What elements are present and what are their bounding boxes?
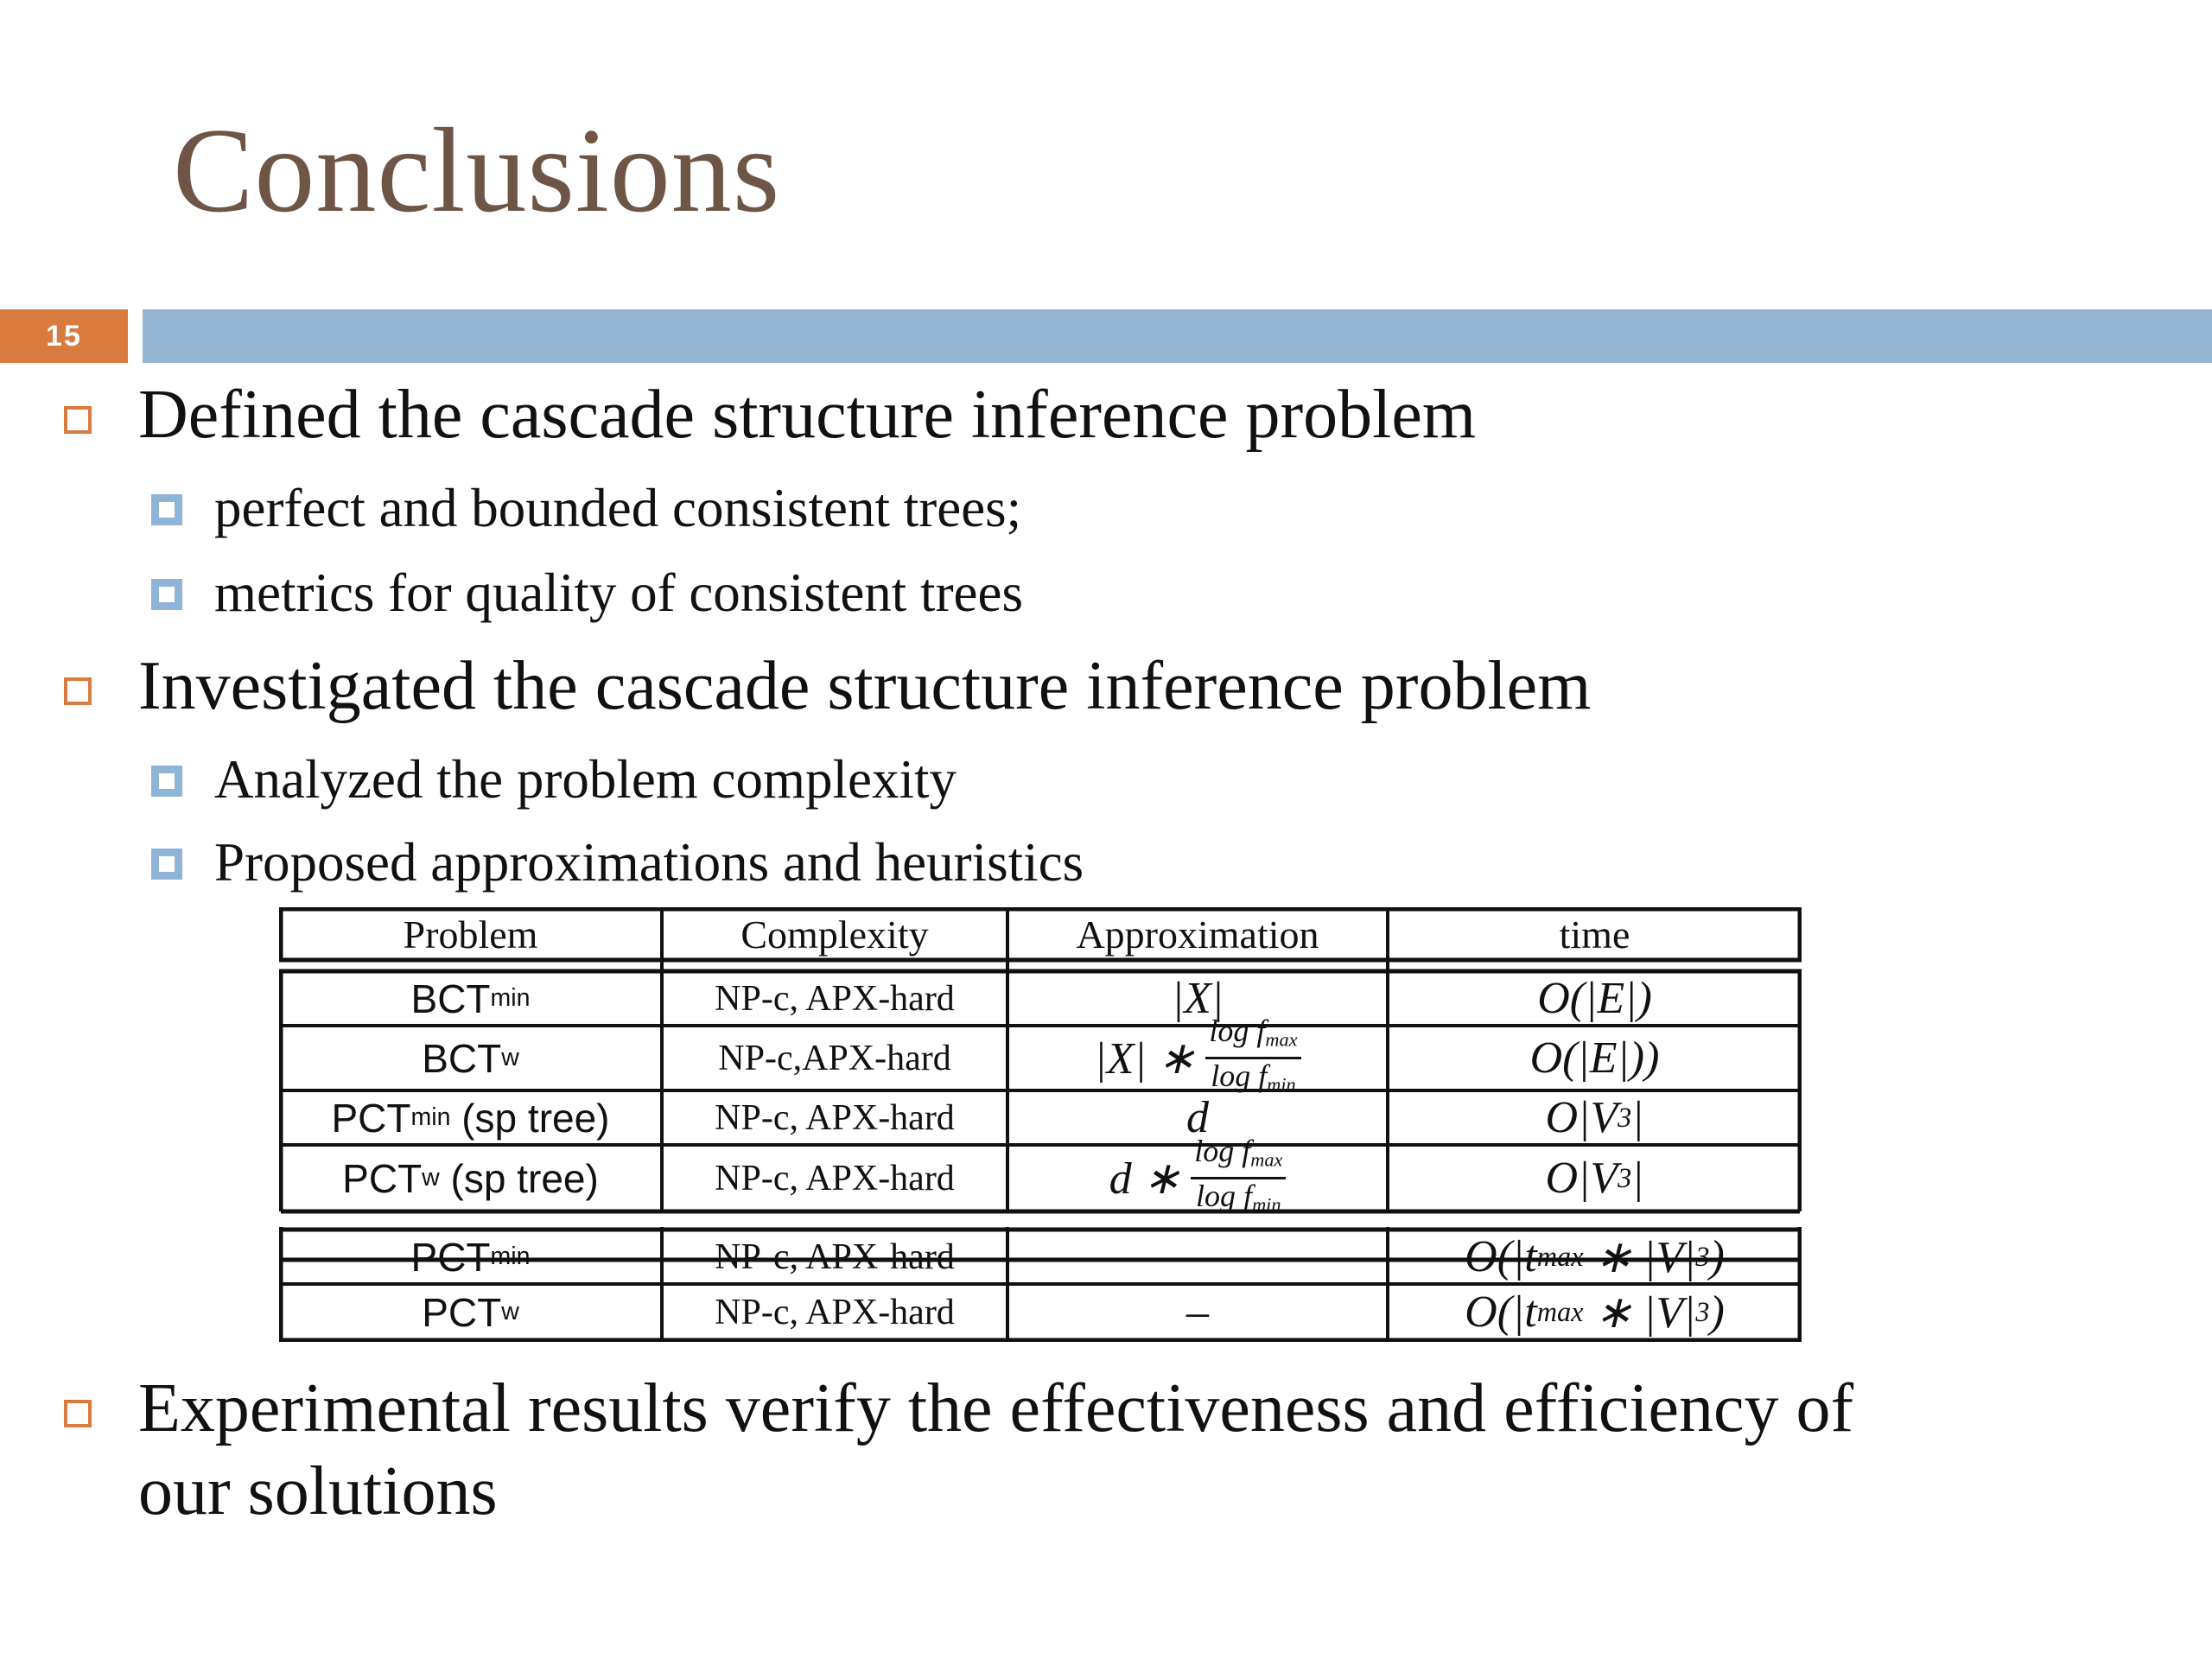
bullet-square-icon xyxy=(64,406,92,434)
fraction: $\frac{\log f_{max}}{\log f_{min}}$ xyxy=(1191,1135,1286,1221)
table-cell-complexity: NP-c, APX-hard xyxy=(715,1097,955,1138)
bullet-experimental xyxy=(138,1367,1853,1450)
table-cell-complexity: NP-c,APX-hard xyxy=(718,1038,951,1078)
sub-bullet xyxy=(214,475,1021,541)
table-header: Approximation xyxy=(1076,912,1319,957)
table-cell-approx: – xyxy=(1186,1287,1209,1337)
bullet-text: Experimental results verify the effectiveness and efficiency of xyxy=(138,1370,1854,1446)
table-cell-approx: – xyxy=(1186,1232,1209,1281)
table-cell-problem: BCT w xyxy=(422,1035,519,1081)
table-cell-complexity: NP-c, APX-hard xyxy=(715,1158,955,1198)
bullet-text: Defined the cascade structure inference problem xyxy=(138,377,1477,453)
table-cell-complexity: NP-c, APX-hard xyxy=(715,1292,955,1332)
table-cell-time: O|V 3 | xyxy=(1545,1154,1644,1203)
header-bar xyxy=(143,309,2212,363)
table-cell-problem: BCT min xyxy=(410,976,531,1021)
sub-bullet-square-icon xyxy=(151,766,182,797)
table-cell-approx: |X| xyxy=(1171,974,1224,1023)
sub-bullet-text: Proposed approximations and heuristics xyxy=(214,832,1084,893)
fraction: $\frac{\log f_{max}}{\log f_{min}}$ xyxy=(1205,1014,1300,1101)
table-cell-time: O(|E|)) xyxy=(1529,1033,1660,1083)
table-cell-problem: PCT min (sp tree) xyxy=(331,1095,610,1141)
table-cell-complexity: NP-c, APX-hard xyxy=(715,978,955,1019)
table-cell-problem: PCT w xyxy=(422,1289,519,1335)
sub-bullet-square-icon xyxy=(151,494,182,525)
slide-title: Conclusions xyxy=(173,104,781,238)
table-cell-approx: d xyxy=(1186,1093,1209,1142)
bullet-investigated xyxy=(138,645,1591,728)
sub-bullet-text: perfect and bounded consistent trees; xyxy=(214,478,1022,538)
bullet-experimental-continued xyxy=(138,1450,498,1533)
bullet-square-icon xyxy=(64,1400,92,1427)
table-header: Complexity xyxy=(741,912,929,957)
table-cell-time: O(|t max ∗ |V| 3 ) xyxy=(1465,1287,1725,1338)
table-cell-time: O(|t max ∗ |V| 3 ) xyxy=(1465,1232,1725,1282)
table-cell-time: O|V 3 | xyxy=(1545,1093,1644,1142)
bullet-text: Investigated the cascade structure inference problem xyxy=(138,648,1592,724)
table-cell-problem: PCT min xyxy=(410,1234,531,1280)
table-header: time xyxy=(1559,912,1630,957)
slide-number-badge: 15 xyxy=(0,309,128,363)
table-cell-approx: d ∗ $\frac{\log f_{max}}{\log f_{min}}$ xyxy=(1007,1145,1388,1211)
table-cell-complexity: NP-c, APX-hard xyxy=(715,1236,955,1277)
bullet-text: our solutions xyxy=(138,1453,498,1529)
table-header: Problem xyxy=(403,912,538,957)
table-cell-problem: PCT w (sp tree) xyxy=(342,1155,599,1201)
table-cell-time: O(|E|) xyxy=(1537,974,1652,1023)
sub-bullet xyxy=(214,560,1023,626)
bullet-square-icon xyxy=(64,677,92,705)
sub-bullet-text: Analyzed the problem complexity xyxy=(214,749,957,810)
table-cell-approx: |X| ∗ $\frac{\log f_{max}}{\log f_{min}}$ xyxy=(1007,1026,1388,1090)
sub-bullet-text: metrics for quality of consistent trees xyxy=(214,563,1023,623)
bullet-defined xyxy=(138,373,1476,456)
sub-bullet-square-icon xyxy=(151,579,182,610)
sub-bullet xyxy=(214,830,1084,895)
results-table xyxy=(279,907,1802,1342)
sub-bullet xyxy=(214,747,957,812)
sub-bullet-square-icon xyxy=(151,849,182,880)
